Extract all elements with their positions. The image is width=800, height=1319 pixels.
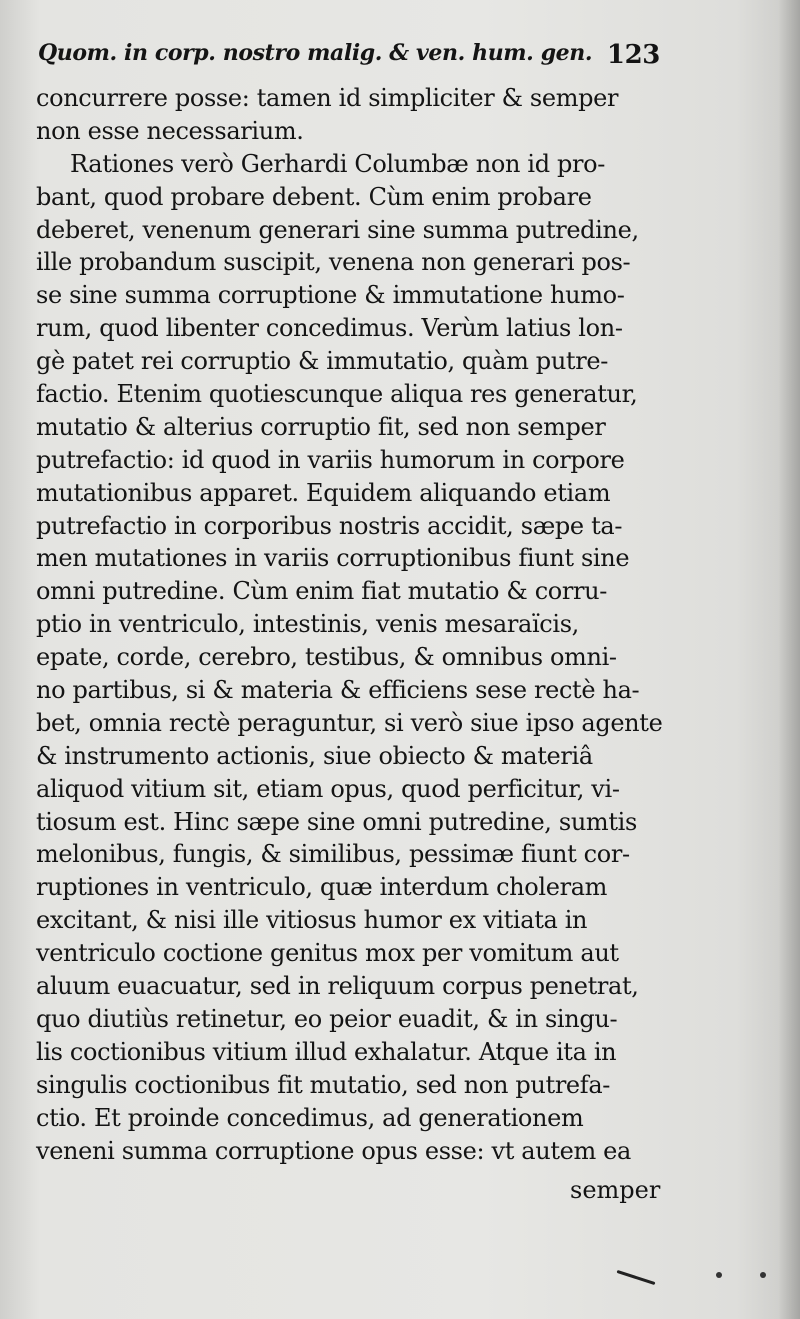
text-line: mutationibus apparet. Equidem aliquando etiam [36, 478, 611, 507]
text-line: melonibus, fungis, & similibus, pessimæ fiunt cor- [36, 840, 630, 869]
text-line: quo diutiùs retinetur, eo peior euadit, & in singu- [36, 1004, 618, 1033]
text-line: non esse necessarium. [36, 116, 304, 145]
catchword: semper [570, 1176, 661, 1204]
text-line: ille probandum suscipit, venena non generari pos- [36, 248, 631, 277]
text-line: putrefactio in corporibus nostris accidit, sæpe ta- [36, 511, 623, 540]
text-line: excitant, & nisi ille vitiosus humor ex vitiata in [36, 906, 588, 935]
text-line: & instrumento actionis, siue obiecto & materiâ [36, 741, 593, 770]
text-line: no partibus, si & materia & efficiens sese rectè ha- [36, 676, 640, 705]
text-line: concurrere posse: tamen id simpliciter & semper [36, 84, 619, 112]
running-title: Quom. in corp. nostro malig. & ven. hum. gen. [38, 40, 593, 66]
text-line: putrefactio: id quod in variis humorum in corpore [36, 445, 625, 474]
text-line: se sine summa corruptione & immutatione humo- [36, 281, 625, 310]
text-line: gè patet rei corruptio & immutatio, quàm putre- [36, 347, 608, 376]
text-line: ptio in ventriculo, intestinis, venis mesaraïcis, [36, 610, 579, 639]
text-line: aluum euacuatur, sed in reliquum corpus penetrat, [36, 972, 639, 1001]
text-line: singulis coctionibus fit mutatio, sed non putrefa- [36, 1070, 611, 1099]
page-number: 123 [606, 40, 660, 70]
text-line: ventriculo coctione genitus mox per vomitum aut [36, 939, 619, 968]
text-line: ruptiones in ventriculo, quæ interdum choleram [36, 873, 608, 902]
text-line: epate, corde, cerebro, testibus, & omnibus omni- [36, 643, 617, 672]
running-head [38, 40, 668, 82]
ink-dot-mark [760, 1272, 766, 1278]
text-line: bet, omnia rectè peraguntur, si verò siue ipso agente [36, 708, 663, 737]
page-gutter-shadow [778, 0, 800, 1319]
text-line: mutatio & alterius corruptio fit, sed non semper [36, 412, 606, 441]
text-line: rum, quod libenter concedimus. Verùm latius lon- [36, 314, 623, 343]
text-line: aliquod vitium sit, etiam opus, quod perficitur, vi- [36, 774, 620, 803]
text-line: tiosum est. Hinc sæpe sine omni putredine, sumtis [36, 807, 637, 836]
text-line: bant, quod probare debent. Cùm enim probare [36, 182, 592, 211]
body-text [36, 82, 662, 1167]
text-line: men mutationes in variis corruptionibus fiunt sine [36, 544, 630, 573]
ink-stroke-mark [617, 1270, 656, 1285]
text-line: lis coctionibus vitium illud exhalatur. Atque ita in [36, 1037, 617, 1066]
ink-dot-mark [716, 1272, 722, 1278]
text-line: Rationes verò Gerhardi Columbæ non id pro- [70, 149, 605, 178]
text-line: ctio. Et proinde concedimus, ad generationem [36, 1103, 584, 1132]
text-line: factio. Etenim quotiescunque aliqua res generatur, [36, 380, 638, 409]
bleed-through-margin-note [690, 110, 770, 131]
text-line: veneni summa corruptione opus esse: vt autem ea [36, 1136, 631, 1165]
text-line: deberet, venenum generari sine summa putredine, [36, 215, 639, 244]
text-line: omni putredine. Cùm enim fiat mutatio & corru- [36, 577, 607, 606]
